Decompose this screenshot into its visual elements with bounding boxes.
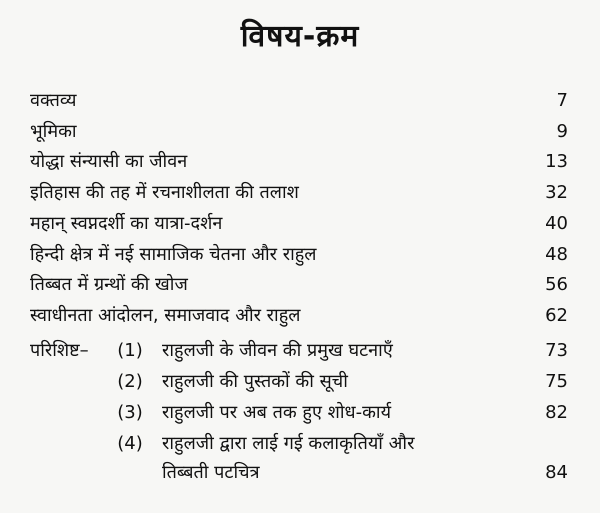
- appendix-label-line2: तिब्बती पटचित्र: [162, 462, 260, 483]
- appendix-page: 73: [545, 340, 568, 361]
- toc-entry: [0, 86, 600, 116]
- appendix-label: राहुलजी की पुस्तकों की सूची: [162, 371, 348, 392]
- page-title: विषय-क्रम: [240, 19, 360, 54]
- toc-entry: [0, 147, 600, 177]
- appendix-entry-continued: [0, 458, 600, 488]
- appendix-label: राहुलजी द्वारा लाई गई कलाकृतियाँ और: [162, 433, 415, 454]
- toc-entry: [0, 178, 600, 208]
- toc-entry-label: महान् स्वप्नदर्शी का यात्रा-दर्शन: [30, 213, 223, 234]
- toc-entry: [0, 270, 600, 300]
- appendix-label: राहुलजी के जीवन की प्रमुख घटनाएँ: [162, 340, 393, 361]
- toc-entry: [0, 117, 600, 147]
- appendix-label: राहुलजी पर अब तक हुए शोध-कार्य: [162, 402, 392, 423]
- toc-entry-label: वक्तव्य: [30, 90, 77, 111]
- appendix-page: 84: [545, 462, 568, 483]
- toc-entry-label: स्वाधीनता आंदोलन, समाजवाद और राहुल: [30, 305, 301, 326]
- appendix-prefix: परिशिष्ट–: [30, 340, 89, 361]
- appendix-page: 82: [545, 402, 568, 423]
- appendix-entry: [0, 429, 600, 459]
- toc-entry-label: योद्धा संन्यासी का जीवन: [30, 151, 188, 172]
- toc-entry-label: तिब्बत में ग्रन्थों की खोज: [30, 274, 188, 295]
- appendix-entry: [0, 336, 600, 366]
- toc-entry: [0, 301, 600, 331]
- appendix-entry: [0, 398, 600, 428]
- toc-entry-label: भूमिका: [30, 121, 77, 142]
- toc-entry: [0, 209, 600, 239]
- appendix-entry: [0, 367, 600, 397]
- appendix-page: 75: [545, 371, 568, 392]
- appendix-number: (3): [117, 402, 143, 423]
- toc-entry-page: 40: [545, 213, 568, 234]
- toc-entry-page: 9: [556, 121, 568, 142]
- toc-entry-page: 7: [556, 90, 568, 111]
- toc-entry-label: इतिहास की तह में रचनाशीलता की तलाश: [30, 182, 299, 203]
- toc-entry-label: हिन्दी क्षेत्र में नई सामाजिक चेतना और राहुल: [30, 244, 317, 265]
- appendix-number: (1): [117, 340, 143, 361]
- toc-entry-page: 13: [545, 151, 568, 172]
- toc-entry-page: 56: [545, 274, 568, 295]
- appendix-number: (4): [117, 433, 143, 454]
- toc-entry-page: 48: [545, 244, 568, 265]
- toc-entry-page: 62: [545, 305, 568, 326]
- appendix-number: (2): [117, 371, 143, 392]
- toc-entry-page: 32: [545, 182, 568, 203]
- toc-entry: [0, 240, 600, 270]
